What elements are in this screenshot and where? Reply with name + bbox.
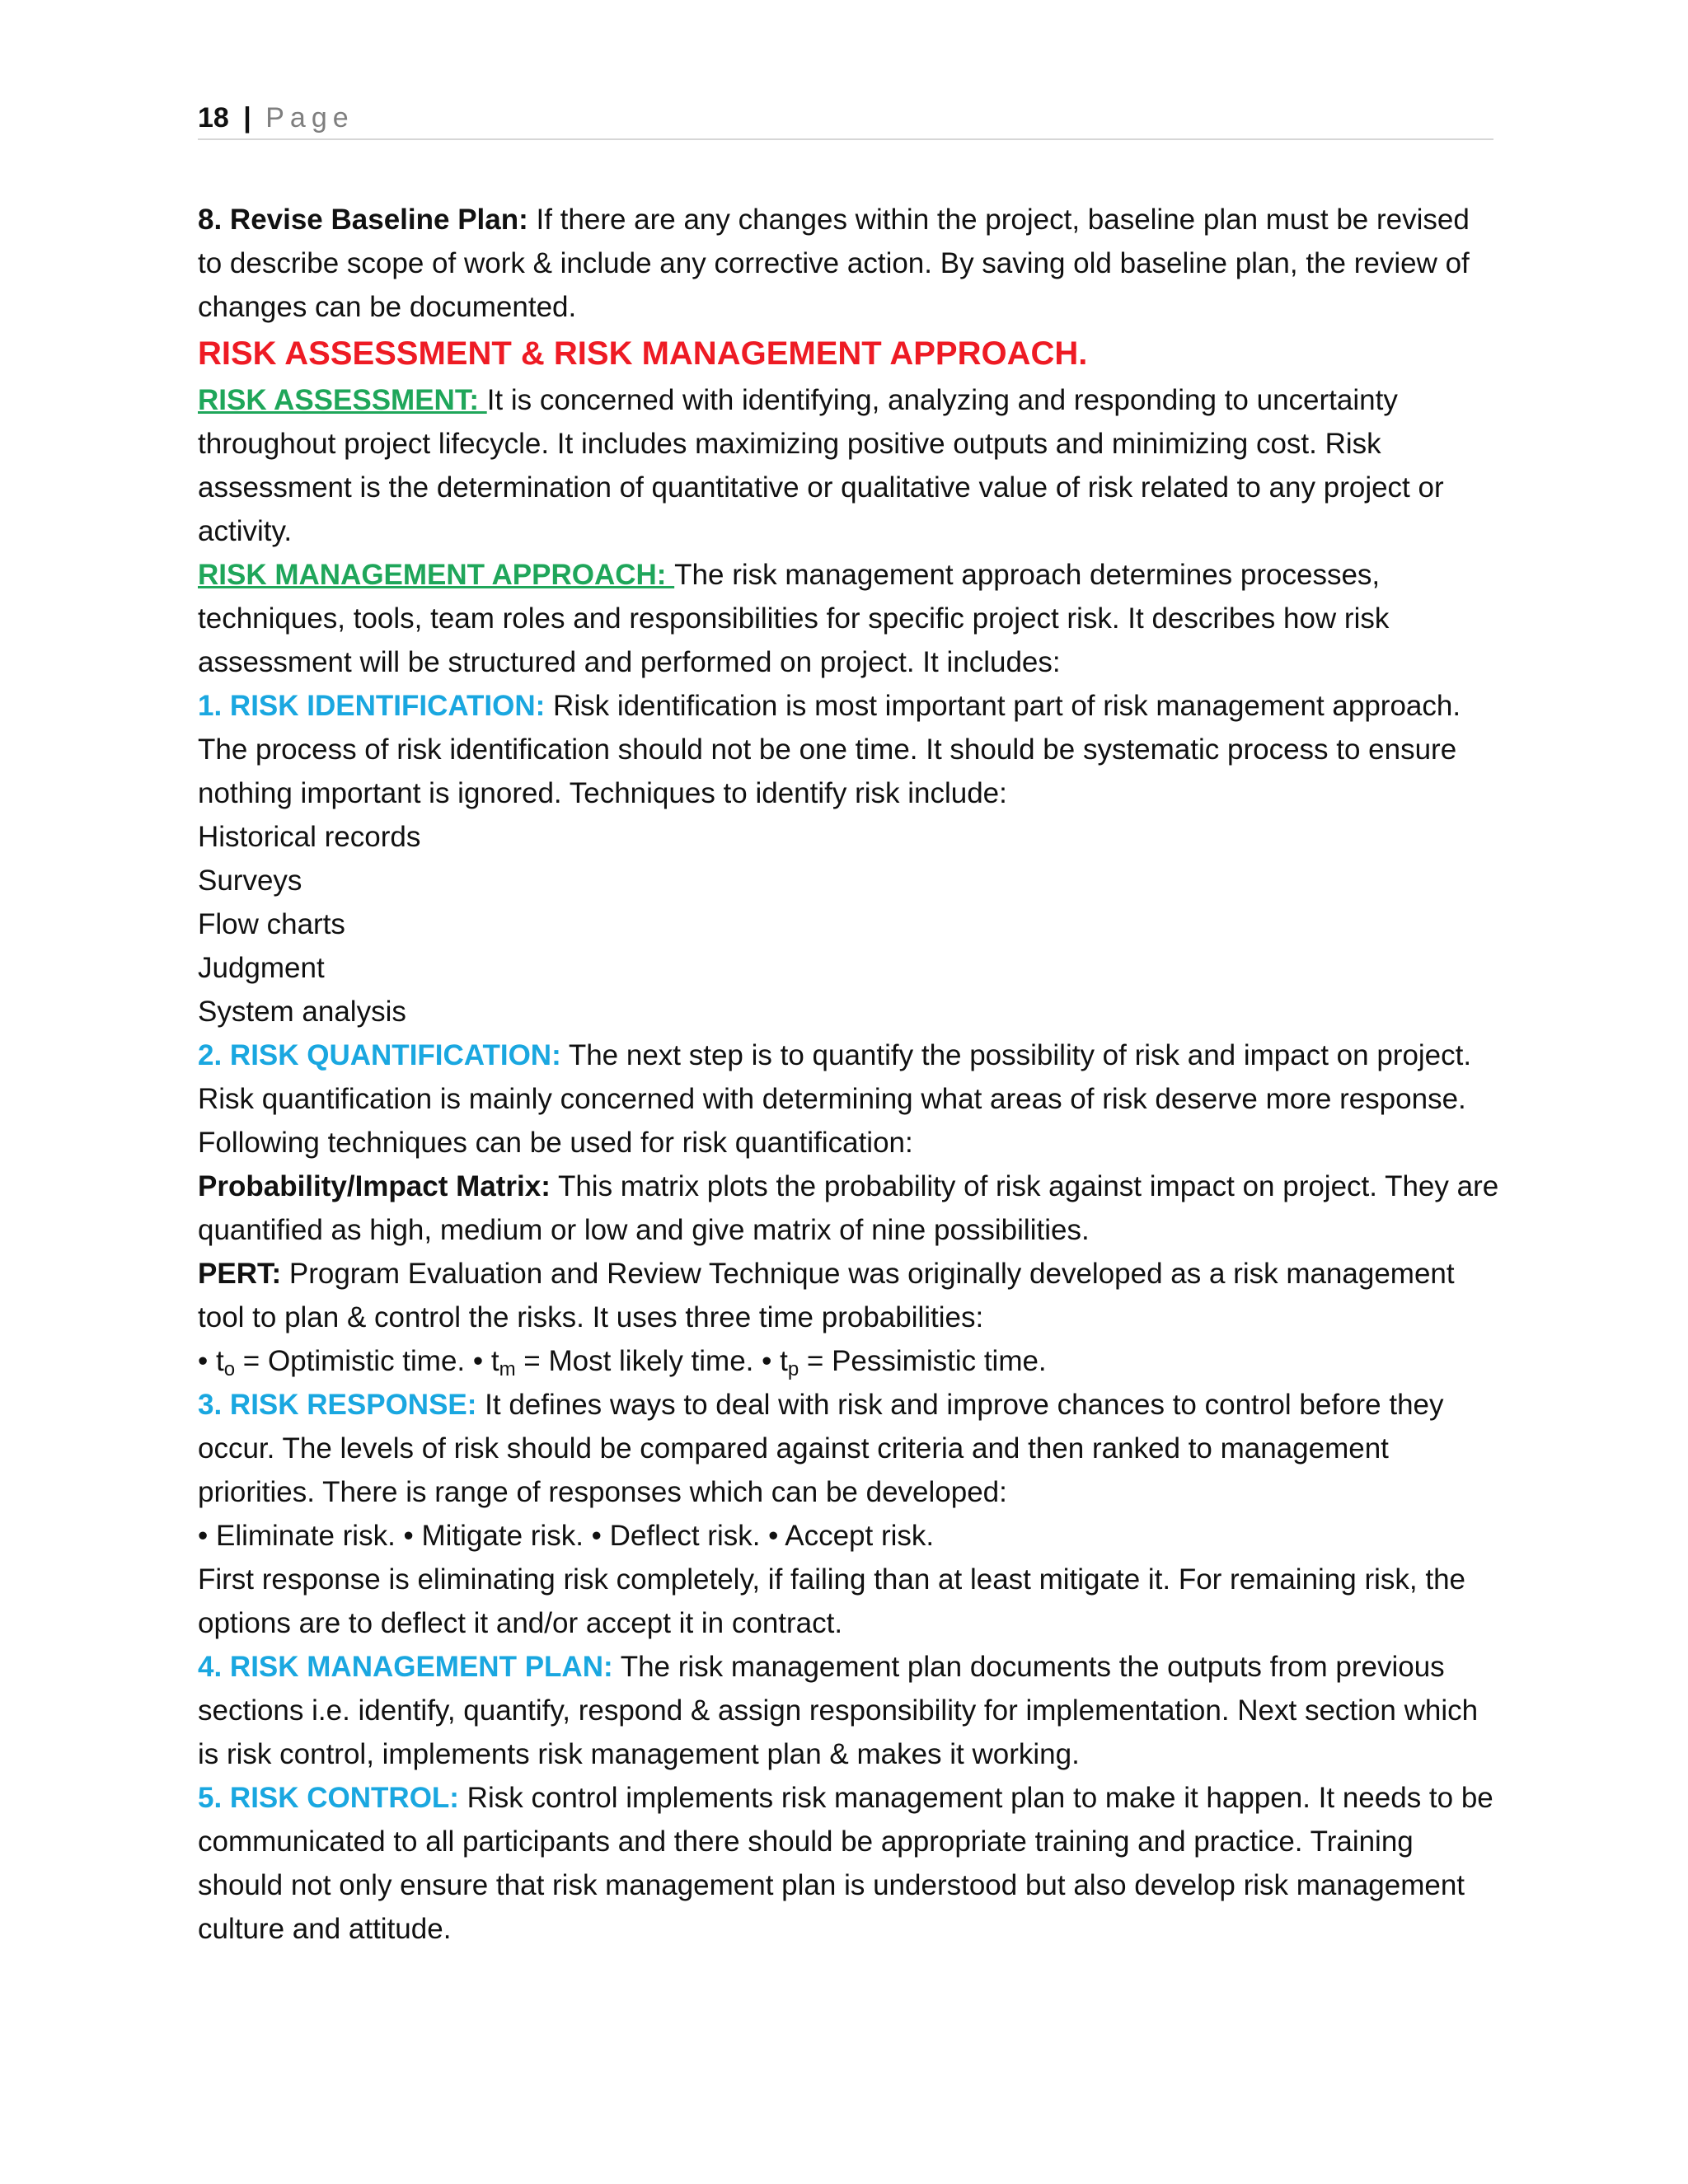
pert-label: PERT: (198, 1258, 282, 1290)
identification-label: 1. RISK IDENTIFICATION: (198, 690, 546, 722)
response-paragraph (198, 1383, 1500, 1514)
risk-assessment-paragraph (198, 378, 1500, 553)
risk-approach-text: The risk management approach determines processes, techniques, tools, team roles and responsibilities for specific project risk. It describes how risk assessment will be structured and performed on project. It includes: (198, 559, 1390, 678)
response-label: 3. RISK RESPONSE: (198, 1389, 477, 1421)
header-separator: | (243, 102, 251, 134)
pert-times-line (198, 1339, 1500, 1383)
section-heading: RISK ASSESSMENT & RISK MANAGEMENT APPROACH. (198, 335, 1088, 372)
identification-text: Risk identification is most important part of risk management approach. The process of risk identification should not be one time. It should be systematic process to ensure nothing important is ignored. Techniques to identify risk include: (198, 690, 1461, 809)
page-label: Page (265, 102, 354, 134)
response-follow-up: First response is eliminating risk completely, if failing than at least mitigate it. For remaining risk, the options are to deflect it and/or accept it in contract. (198, 1563, 1466, 1639)
plan-label: 4. RISK MANAGEMENT PLAN: (198, 1651, 613, 1683)
technique-item: System analysis (198, 996, 406, 1028)
baseline-paragraph (198, 198, 1500, 329)
matrix-label: Probability/Impact Matrix: (198, 1170, 551, 1202)
control-text: Risk control implements risk management plan to make it happen. It needs to be communicated to all participants and there should be appropriate training and practice. Training should not only ensure that risk management plan is understood but also develop risk management culture and attitude. (198, 1782, 1493, 1945)
technique-item: Surveys (198, 865, 302, 897)
control-label: 5. RISK CONTROL: (198, 1782, 459, 1814)
page-number: 18 (198, 102, 229, 134)
technique-item: Flow charts (198, 908, 345, 940)
plan-paragraph (198, 1645, 1500, 1776)
matrix-text: This matrix plots the probability of risk against impact on project. They are quantified as high, medium or low and give matrix of nine possibilities. (198, 1170, 1499, 1246)
pert-time-optimistic: • $t_o$ = Optimistic time. (198, 1345, 473, 1380)
risk-approach-paragraph (198, 553, 1500, 684)
risk-assessment-text: It is concerned with identifying, analyzing and responding to uncertainty throughout project lifecycle. It includes maximizing positive outputs and minimizing cost. Risk assessment is the determination of quantitative or qualitative value of risk related to any project or activity. (198, 384, 1444, 547)
quantification-text: The next step is to quantify the possibility of risk and impact on project. Risk quantification is mainly concerned with determining what areas of risk deserve more response. Following techniques can be used for risk quantification: (198, 1039, 1472, 1159)
technique-item: Judgment (198, 952, 325, 984)
technique-item: Historical records (198, 821, 421, 853)
identification-paragraph (198, 684, 1500, 815)
response-options: • Eliminate risk. • Mitigate risk. • Deflect risk. • Accept risk. (198, 1520, 935, 1552)
pert-text: Program Evaluation and Review Technique was originally developed as a risk management tool to plan & control the risks. It uses three time probabilities: (198, 1258, 1455, 1333)
risk-assessment-label: RISK ASSESSMENT: (198, 384, 487, 416)
risk-approach-label: RISK MANAGEMENT APPROACH: (198, 559, 675, 591)
response-text: It defines ways to deal with risk and improve chances to control before they occur. The levels of risk should be compared against criteria and then ranked to management priorities. There is range of responses which can be developed: (198, 1389, 1444, 1508)
page-header (198, 97, 1493, 140)
baseline-label: 8. Revise Baseline Plan: (198, 204, 528, 236)
pert-paragraph (198, 1252, 1500, 1339)
pert-time-most-likely: • $t_m$ = Most likely time. (472, 1345, 762, 1380)
plan-text: The risk management plan documents the outputs from previous sections i.e. identify, quantify, respond & assign responsibility for implementation. Next section which is risk control, implements risk management plan & makes it working. (198, 1651, 1479, 1770)
matrix-paragraph (198, 1165, 1500, 1252)
control-paragraph (198, 1776, 1500, 1951)
baseline-text: If there are any changes within the project, baseline plan must be revised to describe scope of work & include any corrective action. By saving old baseline plan, the review of changes can be documented. (198, 204, 1470, 323)
quantification-paragraph (198, 1033, 1500, 1165)
document-body (198, 198, 1500, 1951)
quantification-label: 2. RISK QUANTIFICATION: (198, 1039, 561, 1071)
pert-time-pessimistic: • $t_p$ = Pessimistic time. (762, 1345, 1047, 1380)
